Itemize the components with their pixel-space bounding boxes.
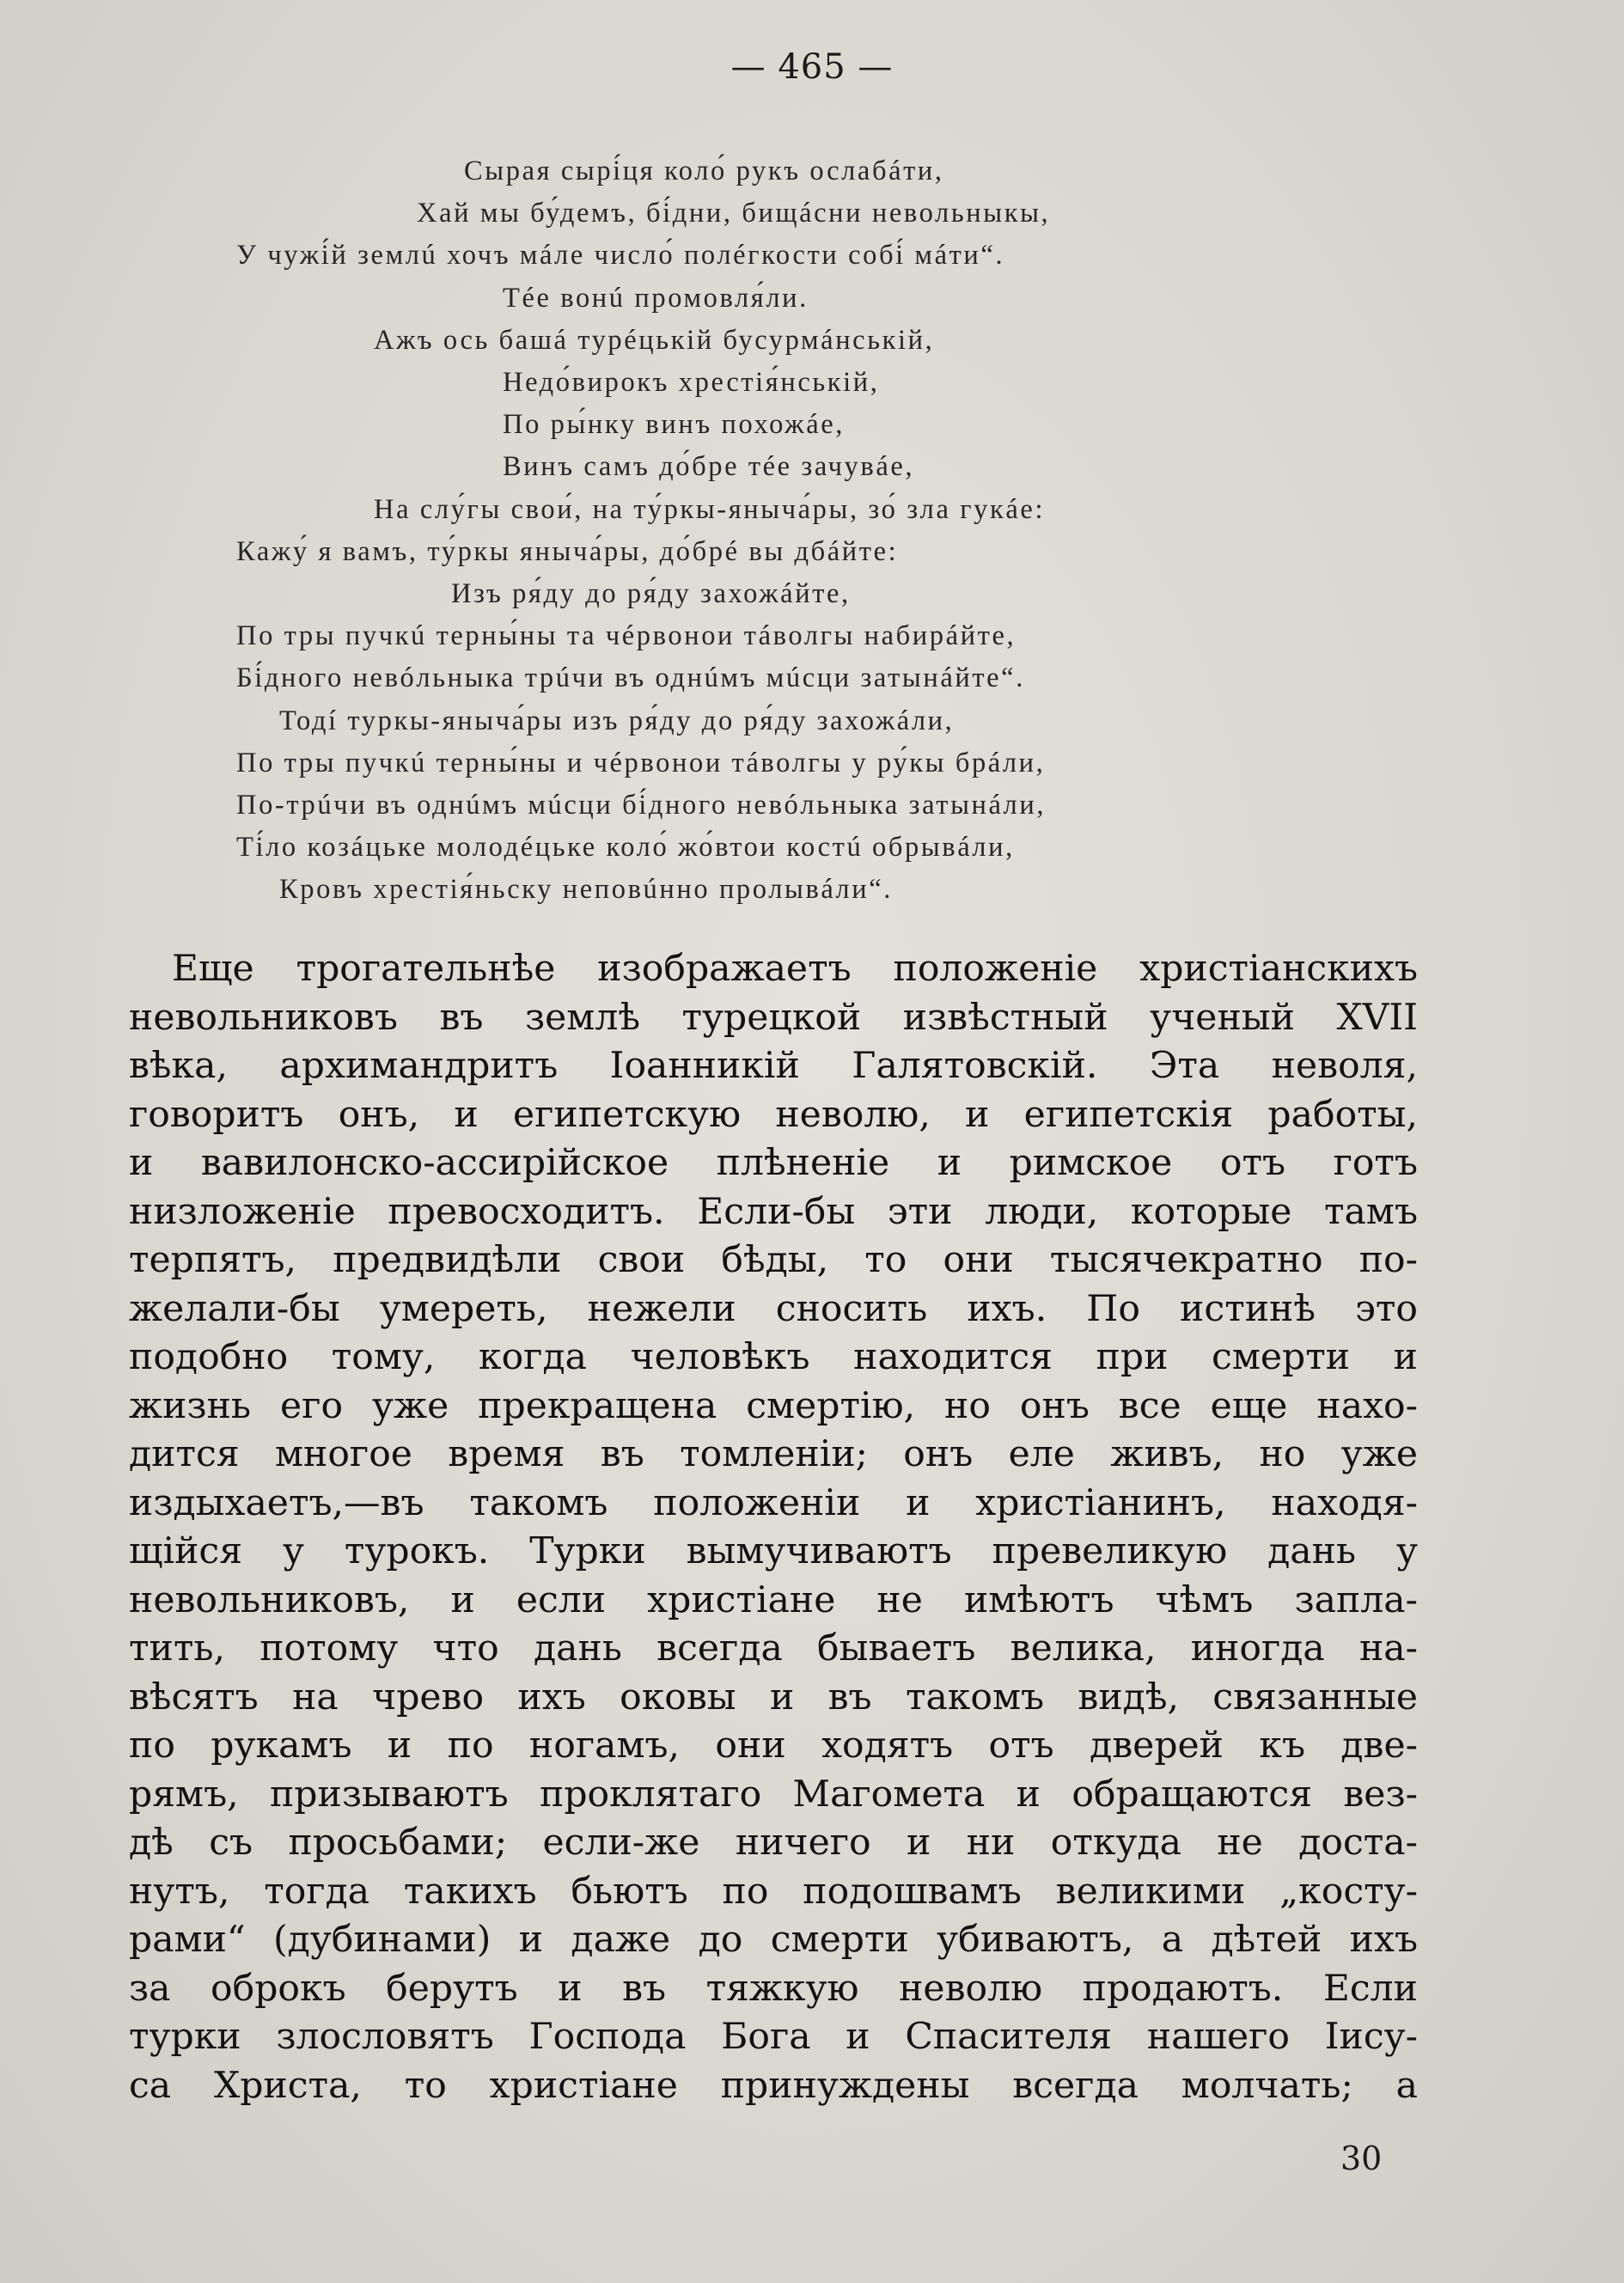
prose-line: вѣка, архимандритъ Іоанникій Галятовскій. Эта неволя, bbox=[129, 1045, 1418, 1087]
poem-line: По ры́нку винъ похожáе, bbox=[503, 409, 846, 441]
poem-line: По-трúчи въ однúмъ мúсци бі́дного невóльныка затынáли, bbox=[236, 790, 1047, 821]
prose-line: подобно тому, когда человѣкъ находится при смерти и bbox=[129, 1336, 1418, 1378]
prose-line: издыхаетъ,—въ такомъ положеніи и христіанинъ, находя- bbox=[129, 1481, 1418, 1524]
prose-line: жизнь его уже прекращена смертію, но онъ все еще нахо- bbox=[129, 1384, 1418, 1427]
signature-mark: 30 bbox=[1340, 2140, 1383, 2177]
prose-line: рямъ, призываютъ проклятаго Магомета и обращаются вез- bbox=[129, 1773, 1418, 1816]
poem-line: Сырая сырі́ця коло́ рукъ ослабáти, bbox=[464, 156, 944, 186]
poem-line: Изъ ря́ду до ря́ду захожáйте, bbox=[451, 578, 851, 610]
prose-line: дится многое время въ томленіи; онъ еле живъ, но уже bbox=[129, 1433, 1418, 1475]
prose-line: турки злословятъ Господа Бога и Спасителя нашего Іису- bbox=[129, 2016, 1418, 2058]
poem-block bbox=[219, 150, 1336, 912]
poem-line: Тéе вонú промовля́ли. bbox=[503, 282, 809, 314]
prose-line: са Христа, то христіане принуждены всегда молчать; а bbox=[129, 2064, 1418, 2107]
prose-line: невольниковъ, и если христіане не имѣютъ чѣмъ запла- bbox=[129, 1578, 1418, 1621]
prose-line: говоритъ онъ, и египетскую неволю, и египетскія работы, bbox=[129, 1093, 1418, 1136]
prose-line: по рукамъ и по ногамъ, они ходятъ отъ дверей къ две- bbox=[129, 1724, 1418, 1767]
prose-line: нутъ, тогда такихъ бьютъ по подошвамъ великими „косту- bbox=[129, 1870, 1418, 1913]
poem-line: Кровъ хрестія́ньску неповúнно пролывáли“. bbox=[279, 874, 893, 906]
poem-line: Кажу́ я вамъ, ту́ркы яныча́ры, до́брé вы дбáйте: bbox=[236, 535, 899, 567]
poem-line: У чужі́й землú хочъ мáле число́ полéгкости собі́ мáти“. bbox=[236, 240, 1005, 272]
prose-line: тить, потому что дань всегда бываетъ велика, иногда на- bbox=[129, 1627, 1418, 1670]
page-number-header: — 465 — bbox=[730, 47, 894, 87]
poem-line: По тры пучкú терны́ны и чéрвонои тáволгы у ру́кы брáли, bbox=[236, 747, 1046, 778]
prose-block bbox=[129, 945, 1418, 2110]
prose-line: рами“ (дубинами) и даже до смерти убиваютъ, а дѣтей ихъ bbox=[129, 1919, 1418, 1961]
poem-line: Недо́вирокъ хрестія́нській, bbox=[503, 367, 880, 399]
poem-line: Хай мы бу́демъ, бі́дни, бищáсни невольныкы, bbox=[417, 198, 1051, 229]
poem-line: Винъ самъ до́бре тéе зачувáе, bbox=[503, 451, 915, 483]
prose-line: вѣсятъ на чрево ихъ оковы и въ такомъ видѣ, связанные bbox=[129, 1676, 1418, 1718]
prose-line: желали-бы умереть, нежели сносить ихъ. По истинѣ это bbox=[129, 1287, 1418, 1330]
prose-line: Еще трогательнѣе изображаетъ положеніе христіанскихъ bbox=[172, 948, 1418, 990]
prose-line: за оброкъ берутъ и въ тяжкую неволю продаютъ. Если bbox=[129, 1967, 1418, 2010]
prose-line: дѣ съ просьбами; если-же ничего и ни откуда не доста- bbox=[129, 1822, 1418, 1864]
prose-line: и вавилонско-ассирійское плѣненіе и римское отъ готъ bbox=[129, 1142, 1418, 1184]
poem-line: Ті́ло козáцьке молодéцьке коло́ жо́втои костú обрывáли, bbox=[236, 832, 1015, 864]
poem-line: На слу́гы свои́, на ту́ркы-яныча́ры, зо́ зла гукáе: bbox=[374, 493, 1046, 525]
prose-line: щійся у турокъ. Турки вымучиваютъ превеликую дань у bbox=[129, 1530, 1418, 1572]
poem-line: Тодí туркы-яныча́ры изъ ря́ду до ря́ду захожáли, bbox=[279, 705, 955, 736]
prose-line: терпятъ, предвидѣли свои бѣды, то они тысячекратно по- bbox=[129, 1239, 1418, 1281]
poem-line: По тры пучкú терны́ны та чéрвонои тáволгы набирáйте, bbox=[236, 620, 1017, 652]
poem-line: Бі́дного невóльныка трúчи въ однúмъ мúсци затынáйте“. bbox=[236, 662, 1025, 694]
poem-line: Ажъ ось башá турéцькій бусурмáнській, bbox=[374, 324, 935, 356]
prose-line: невольниковъ въ землѣ турецкой извѣстный ученый XVII bbox=[129, 996, 1418, 1039]
prose-line: низложеніе превосходитъ. Если-бы эти люди, которые тамъ bbox=[129, 1190, 1418, 1233]
